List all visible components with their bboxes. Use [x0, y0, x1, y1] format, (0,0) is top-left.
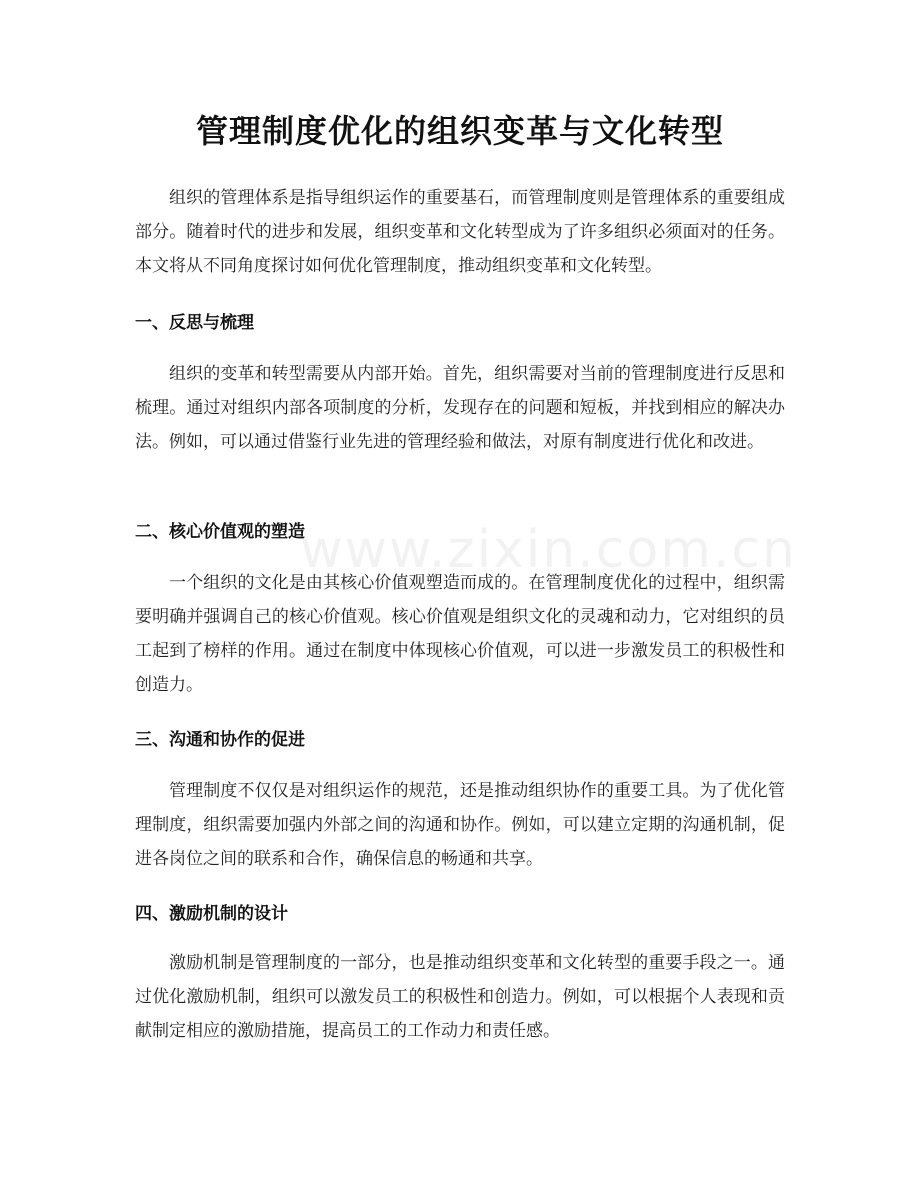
watermark: www.zixin.com.cn — [300, 520, 797, 580]
section-body-2: 一个组织的文化是由其核心价值观塑造而成的。在管理制度优化的过程中，组织需要明确并强调自己的核心价值观。核心价值观是组织文化的灵魂和动力，它对组织的员工起到了榜样的作用。通过在制度中体现核心价值观，可以进一步激发员工的积极性和创造力。 — [135, 573, 785, 695]
section-body-3: 管理制度不仅仅是对组织运作的规范，还是推动组织协作的重要工具。为了优化管理制度，组织需要加强内外部之间的沟通和协作。例如，可以建立定期的沟通机制，促进各岗位之间的联系和合作，确保信息的畅通和共享。 — [135, 781, 785, 869]
section-body-1: 组织的变革和转型需要从内部开始。首先，组织需要对当前的管理制度进行反思和梳理。通过对组织内部各项制度的分析，发现存在的问题和短板，并找到相应的解决办法。例如，可以通过借鉴行业先进的管理经验和做法，对原有制度进行优化和改进。 — [135, 364, 785, 452]
section-heading-3: 三、沟通和协作的促进 — [135, 730, 305, 750]
section-body-4: 激励机制是管理制度的一部分，也是推动组织变革和文化转型的重要手段之一。通过优化激励机制，组织可以激发员工的积极性和创造力。例如，可以根据个人表现和贡献制定相应的激励措施，提高员工的工作动力和责任感。 — [135, 953, 785, 1041]
section-heading-1: 一、反思与梳理 — [135, 313, 254, 333]
document-title: 管理制度优化的组织变革与文化转型 — [195, 112, 724, 150]
section-heading-4: 四、激励机制的设计 — [135, 904, 288, 924]
intro-paragraph: 组织的管理体系是指导组织运作的重要基石，而管理制度则是管理体系的重要组成部分。随着时代的进步和发展，组织变革和文化转型成为了许多组织必须面对的任务。本文将从不同角度探讨如何优化管理制度，推动组织变革和文化转型。 — [135, 188, 785, 276]
section-heading-2: 二、核心价值观的塑造 — [135, 522, 305, 542]
